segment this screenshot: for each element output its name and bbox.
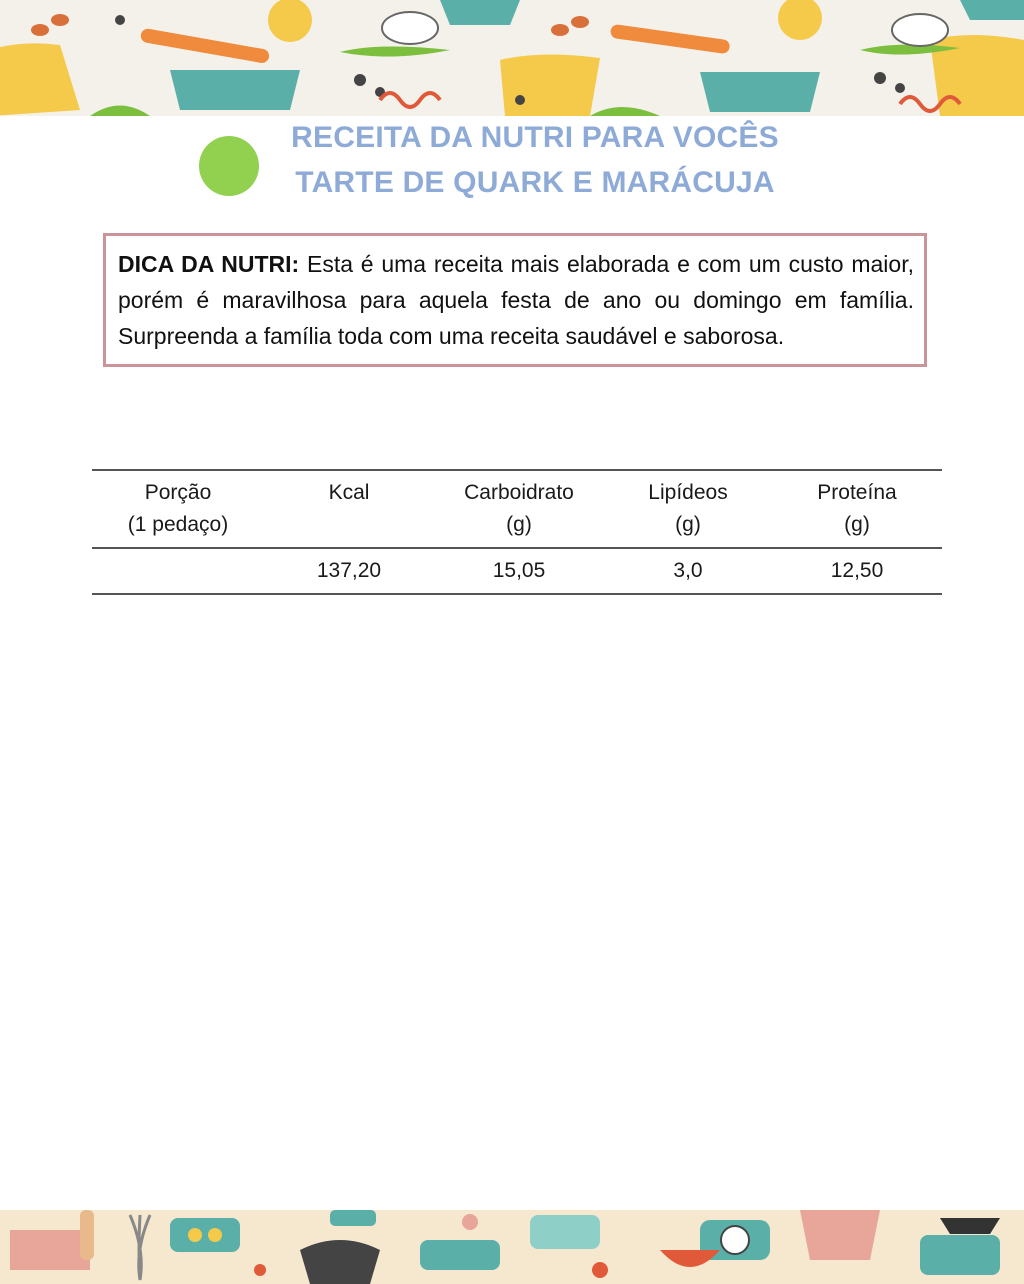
whisk-icon (130, 1215, 150, 1280)
nutrition-table (92, 469, 942, 595)
bowl-icon (660, 1250, 720, 1267)
toaster-icon (170, 1218, 240, 1252)
cell-portion (92, 548, 264, 594)
chili-icon (340, 46, 450, 56)
page-title-line-2: TARTE DE QUARK E MARÁCUJA (295, 166, 775, 199)
header-protein: Proteína (g) (817, 481, 897, 536)
cell-lipids: 3,0 (673, 559, 703, 582)
cell-protein: 12,50 (830, 559, 884, 582)
garlic-icon (892, 14, 948, 46)
nutri-tip-label: DICA DA NUTRI: (118, 251, 300, 277)
sewing-machine-icon (10, 1230, 90, 1270)
header-lipids: Lipídeos (g) (648, 481, 728, 536)
page-title-line-1: RECEITA DA NUTRI PARA VOCÊS (291, 121, 779, 154)
header-kcal: Kcal (328, 481, 370, 504)
nutrition-table-header-row (92, 470, 942, 548)
sausage-icon (140, 28, 270, 64)
bottom-kitchen-pattern-banner (0, 1210, 1024, 1284)
apron-icon (0, 43, 80, 116)
egg-cup-icon (778, 0, 822, 40)
green-bullet-dot (199, 136, 259, 196)
kitchen-pattern-illustration (0, 0, 1024, 116)
pot-icon (170, 70, 300, 110)
nutri-tip-box (103, 233, 927, 367)
nutri-tip-text: Esta é uma receita mais elaborada e com um custo maior, porém é maravilhosa para aquela festa de ano ou domingo em família. Surpreenda a família toda com uma receita saudável e saborosa. (118, 251, 914, 349)
pot-icon (700, 72, 820, 112)
toaster-icon (530, 1215, 600, 1249)
table-row (92, 548, 942, 594)
mixer-icon (440, 0, 520, 25)
top-kitchen-pattern-banner (0, 0, 1024, 116)
garlic-icon (382, 12, 438, 44)
mixer-icon (960, 0, 1024, 20)
kettle-icon (300, 1240, 380, 1284)
clock-icon (330, 1210, 376, 1226)
header-carbs: Carboidrato (g) (464, 481, 574, 536)
mixer-icon (800, 1210, 880, 1260)
apron-icon (500, 54, 600, 116)
cell-carbs: 15,05 (492, 559, 546, 582)
rolling-pin-icon (80, 1210, 94, 1260)
toaster-icon (420, 1240, 500, 1270)
retro-kitchen-pattern-illustration (0, 1210, 1024, 1284)
sausage-icon (610, 24, 731, 55)
header-portion: Porção (1 pedaço) (127, 481, 229, 536)
egg-cup-icon (268, 0, 312, 42)
cell-kcal: 137,20 (316, 559, 382, 582)
